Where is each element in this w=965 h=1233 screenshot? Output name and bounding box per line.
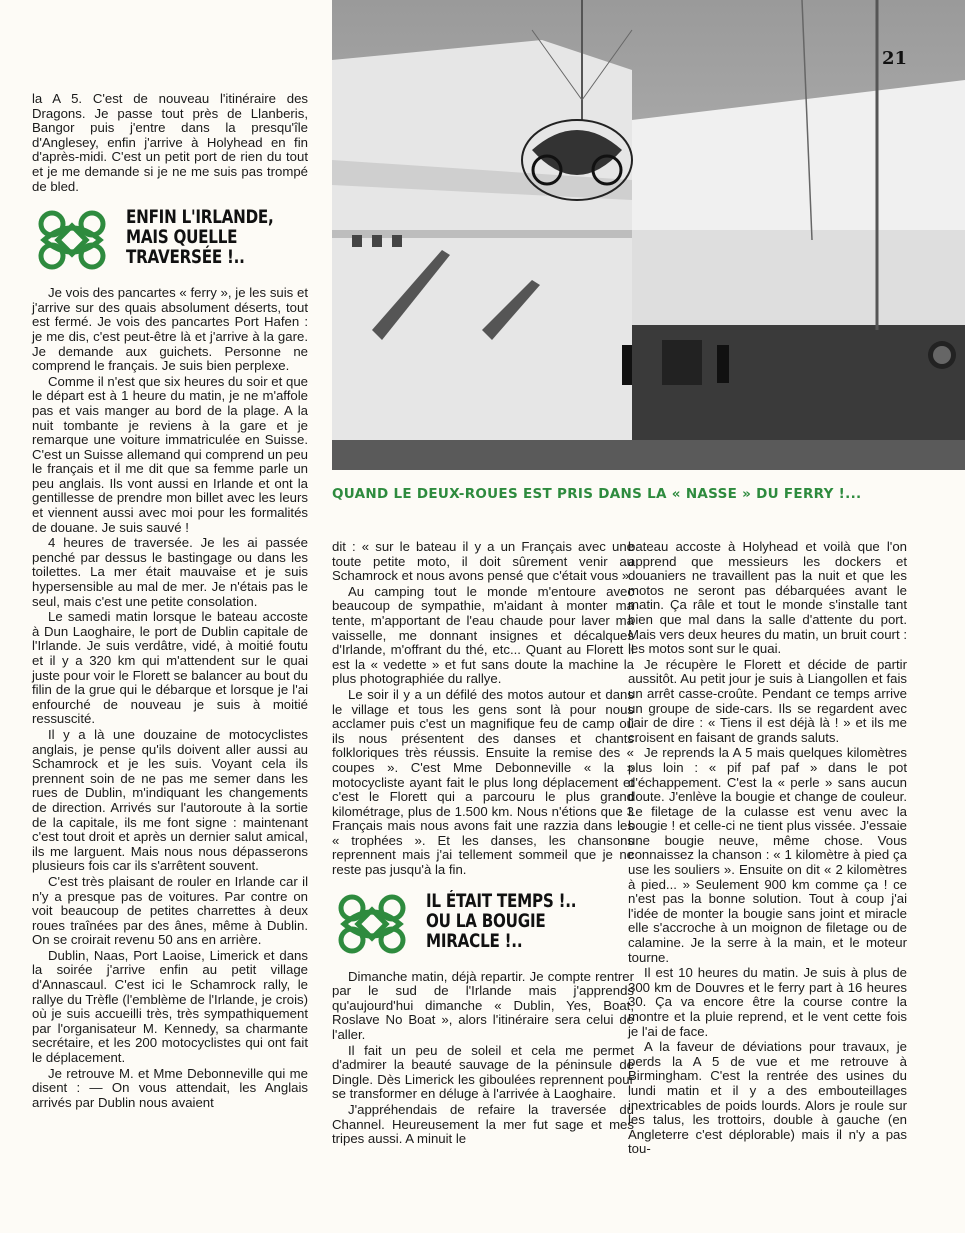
paragraph: Je récupère le Florett et décide de partir aussitôt. Au petit jour je suis à Liangollen et fais un arrêt casse-croûte. Pendant ce temps arrive un groupe de side-cars. Ils se regardent avec l'air de dire : « Tiens il est déjà là ! » et ils me croisent en faisant de grands saluts. <box>628 656 907 745</box>
paragraph: Le samedi matin lorsque le bateau accoste à Dun Laoghaire, le port de Dublin capitale de l'Irlande. Je suis verdâtre, vidé, à moitié foutu et il y a 320 km qui m'attendent sur le quai juste pour voir le Florett se balancer au bout du filin de la grue qui le débarque et lorsque je l'ai enfourché de nouveau je suis à moitié ressuscité. <box>32 609 308 727</box>
paragraph: Dimanche matin, déjà repartir. Je compte rentrer par le sud de l'Irlande mais j'apprends qu'aujourd'hui dimanche « Dublin, Yes, Boat, Roslave No Boat », alors l'itinéraire sera celui de l'aller. <box>332 968 634 1043</box>
text-column-1 <box>32 92 308 1111</box>
paragraph: Il y a là une douzaine de motocyclistes anglais, je pense qu'ils doivent aller aussi au Schamrock et je les suis. Voyant cela ils prennent soin de ne pas me semer dans les rues de Dublin, m'indiquant les changements de direction. Arrivés sur l'autoroute à la sortie de la capitale, ils me font signe : maintenant c'est tout droit et après un dernier salut amical, ils me larguent. Mais nous nous dépasserons plusieurs fois car ils s'arrêtent souvent. <box>32 726 308 874</box>
paragraph: J'appréhendais de refaire la traversée du Channel. Heureusement la mer fut sage et mes tripes aussi. A minuit le <box>332 1102 634 1147</box>
page-number: 21 <box>882 48 908 69</box>
paragraph: Au camping tout le monde m'entoure avec beaucoup de sympathie, m'aidant à monter ma tente, m'apportant de l'eau chaude pour laver ma vaisselle, me donnant insignes et décalques d'Irlande, m'offrant du thé, etc... Quant au Florett il est la « vedette » et fut sans doute la machine la plus photographiée du rallye. <box>332 583 634 687</box>
paragraph: C'est très plaisant de rouler en Irlande car il n'y a presque pas de voitures. Par contre on voit beaucoup de petites charrettes à deux roues traînées par des ânes, même à Dublin. On se croirait revenu 50 ans en arrière. <box>32 873 308 948</box>
paragraph: Il est 10 heures du matin. Je suis à plus de 300 km de Douvres et le ferry part à 16 heures 30. Ça va encore être la course contre la montre et la pluie reprend, et le vent cette fois je l'ai de face. <box>628 965 907 1039</box>
paragraph: la A 5. C'est de nouveau l'itinéraire des Dragons. Je passe tout près de Llanberis, Bangor puis j'entre dans la presqu'île d'Anglesey, enfin j'arrive à Holyhead en fin d'après-midi. C'est un petit port de rien du tout et je me demande si je ne me suis pas trompé de bled. <box>32 91 308 194</box>
paragraph: Je reprends la A 5 mais quelques kilomètres plus loin : « pif paf paf » dans le pot d'échappement. C'est la « perle » sans aucun doute. J'enlève la bougie et change de couleur. Le filetage de la culasse est venu avec la bougie ! et celle-ci ne tient plus vissée. J'essaie une bougie neuve, même chose. Vous connaissez la chanson : « 1 kilomètre à pied ça use les souliers ». Ensuite on dit « 2 kilomètres à pied... » Seulement 900 km comme ça ! ce n'est pas la bonne solution. Tout à coup j'ai l'idée de monter la bougie sans joint et miracle elle s'accroche à un moignon de filetage ou de calamine. Je la serre à la main, et le moteur tourne. <box>628 745 907 965</box>
paragraph: dit : « sur le bateau il y a un Français avec une toute petite moto, il doit sûrement venir au Schamrock et nous avons pensé que c'était vous ». <box>332 539 634 584</box>
paragraph: bateau accoste à Holyhead et voilà que l'on apprend que messieurs les dockers et douaniers ne travaillent pas la nuit et que les motos ne seront pas débarquées avant le matin. Ça râle et tout le monde s'installe tant bien que mal dans la salle d'attente du port. Mais vers deux heures du matin, un bruit court : les motos sont sur le quai. <box>628 539 907 657</box>
ferry-photo-illustration <box>332 0 965 470</box>
paragraph: Le soir il y a un défilé des motos autour et dans le village et tous les gens sont là pour nous acclamer puis c'est un magnifique feu de camp où ils nous présentent des danses et chants folkloriques très réussis. Ensuite la remise des « coupes ». C'est Mme Debonneville « la » motocycliste ayant fait le plus long déplacement et c'est le Florett qui a parcouru le plus grand kilométrage, plus de 1.500 km. Nous n'étions que 3 Français mais nous avons fait une razzia dans les « trophées ». Et les danses, les chansons reprennent mais j'ai tellement sommeil que je ne reste pas jusqu'à la fin. <box>332 686 634 878</box>
section-heading-1 <box>32 208 308 272</box>
paragraph: Comme il n'est que six heures du soir et que le départ est à 1 heure du matin, je ne m'affole pas et vais manger au bord de la plage. A la nuit tombante je reviens à la gare et je remarque une voiture immatriculée en Suisse. C'est un Suisse allemand qui comprend un peu le français et il me dit que sa femme parle un peu anglais. Ils vont aussi en Irlande et ont la gentillesse de prendre mon billet avec les leurs et viennent aussi avec moi pour les formalités de douane. Je suis sauvé ! <box>32 373 308 535</box>
text-column-2 <box>332 540 634 1148</box>
paragraph: A la faveur de déviations pour travaux, je perds la A 5 de vue et me retrouve à Birmingham. C'est la rentrée des usines du lundi matin et il y a des embouteillages inextricables de poids lourds. Alors je roule sur les talus, les trottoirs, double à gauche (en Angleterre c'est déplorable) mais il n'y a pas tou- <box>628 1039 907 1157</box>
paragraph: 4 heures de traversée. Je les ai passée penché par dessus le bastingage ou dans les toilettes. La mer était mauvaise et je suis hypersensible au mal de mer. Je n'étais pas le seul, mais c'est une petite consolation. <box>32 535 308 609</box>
paragraph: Il fait un peu de soleil et cela me permet d'admirer la beauté sauvage de la péninsule de Dingle. Dès Limerick les giboulées reprennent pour se transformer en déluge à l'arrivée à Laoghaire. <box>332 1042 634 1102</box>
section-heading-text: ENFIN L'IRLANDE, MAIS QUELLE TRAVERSÉE !.. <box>126 207 274 269</box>
section-heading-text: IL ÉTAIT TEMPS !.. OU LA BOUGIE MIRACLE !.. <box>426 890 577 952</box>
paragraph: Je retrouve M. et Mme Debonneville qui me disent : — On vous attendait, les Anglais arrivés par Dublin nous avaient <box>32 1065 308 1110</box>
text-column-3 <box>628 540 907 1158</box>
section-heading-2 <box>332 892 634 956</box>
paragraph: Je vois des pancartes « ferry », je les suis et j'arrive sur des quais absolument déserts, tout est fermé. Je vois des pancartes Port Hafen : je me dis, c'est peut-être là et j'arrive à la gare. Je demande aux guichets. Personne ne comprend le français. Je suis bien perplexe. <box>32 285 308 374</box>
photo-caption: QUAND LE DEUX-ROUES EST PRIS DANS LA « NASSE » DU FERRY !... <box>332 486 862 502</box>
ferry-photo <box>332 0 965 470</box>
celtic-knot-icon <box>32 208 112 272</box>
paragraph: Dublin, Naas, Port Laoise, Limerick et dans la soirée j'arrive enfin au petit village d'Annascaul. C'est ici le Schamrock rally, le rallye du Trèfle (l'emblème de l'Irlande, je crois) où je suis accueilli très, très sympathiquement par l'organisateur M. Kennedy, sa charmante secrétaire, et les 200 motocyclistes qui ont fait le déplacement. <box>32 947 308 1066</box>
celtic-knot-icon <box>332 892 412 956</box>
